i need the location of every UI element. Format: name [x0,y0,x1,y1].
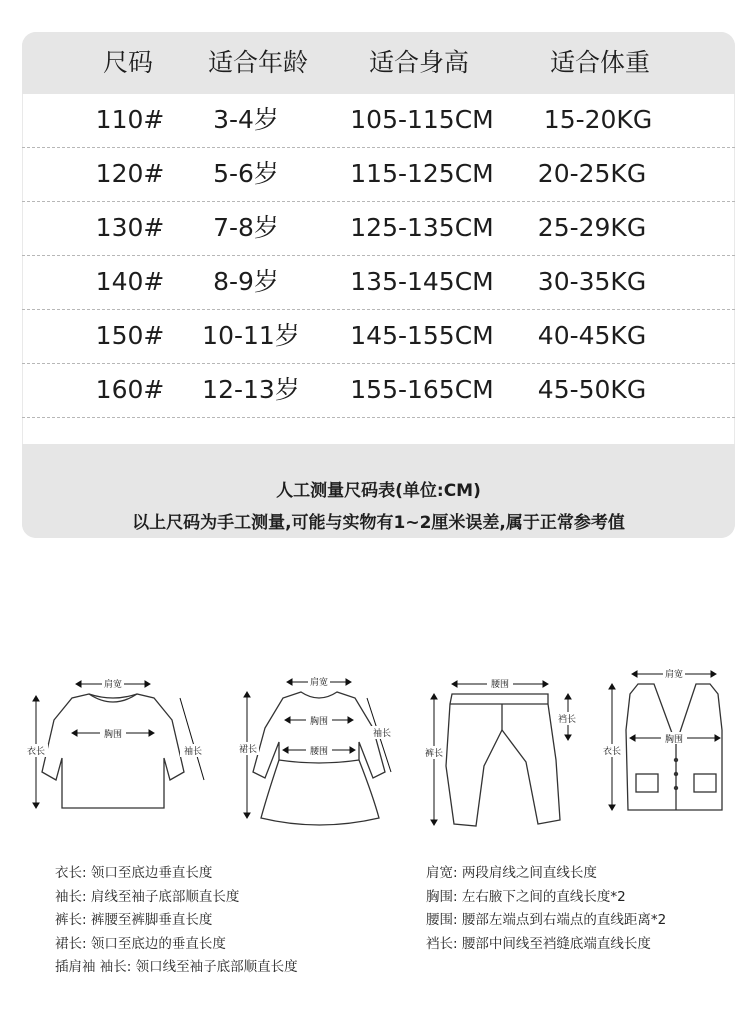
table-note [22,444,735,538]
label-length: 衣长 [602,747,622,757]
cell-height: 105-115CM [350,105,494,134]
vest-measure-diagram [592,660,737,825]
label-shoulder: 肩宽 [103,680,123,690]
cell-size: 140# [95,267,165,296]
legend-item: 肩宽: 两段肩线之间直线长度 [426,865,597,881]
legend-right [426,862,666,956]
note-title: 人工测量尺码表(单位:CM) [276,481,481,501]
dress-icon [253,692,385,825]
label-rise: 裆长 [557,715,577,725]
vest-icon [626,684,722,810]
cell-size: 130# [95,213,165,242]
label-chest: 胸围 [664,735,684,745]
label-waist: 腰围 [490,680,510,690]
cell-height: 145-155CM [350,321,494,350]
pants-measure-diagram [420,670,580,835]
legend-item: 袖长: 肩线至袖子底部顺直长度 [55,888,240,905]
top-measure-diagram [14,668,219,818]
legend-item: 胸围: 左右腋下之间的直线长度*2 [426,888,626,905]
legend-item: 裆长: 腰部中间线至裆缝底端直线长度 [426,935,651,952]
table-spacer [22,418,735,444]
cell-height: 135-145CM [350,267,494,296]
table-row [22,364,735,418]
cell-age: 12-13岁 [202,375,300,404]
header-height: 适合身高 [368,48,470,77]
table-header [22,32,735,94]
table-row [22,310,735,364]
cell-size: 110# [95,105,165,134]
table-row [22,202,735,256]
pants-icon [446,694,560,826]
cell-weight: 25-29KG [537,213,647,242]
label-length: 裤长 [424,749,444,759]
label-sleeve: 袖长 [183,747,203,757]
label-shoulder: 肩宽 [664,670,684,680]
cell-weight: 45-50KG [537,375,647,404]
label-shoulder: 肩宽 [309,678,329,688]
cell-age: 7-8岁 [213,213,279,242]
legend-item: 衣长: 领口至底边垂直长度 [55,865,213,881]
label-sleeve: 袖长 [372,729,392,739]
dress-measure-diagram [235,668,405,833]
label-length: 裙长 [238,745,258,755]
cell-age: 5-6岁 [213,159,279,188]
cell-height: 125-135CM [350,213,494,242]
cell-size: 150# [95,321,165,350]
size-table [22,32,735,538]
cell-size: 120# [95,159,165,188]
header-weight: 适合体重 [549,48,651,77]
cell-weight: 15-20KG [543,105,653,134]
cell-weight: 40-45KG [537,321,647,350]
cell-size: 160# [95,375,165,404]
cell-height: 115-125CM [350,159,494,188]
legend-item: 腰围: 腰部左端点到右端点的直线距离*2 [426,912,667,928]
cell-age: 3-4岁 [213,105,279,134]
legend-left [55,862,298,980]
legend-item: 裙长: 领口至底边的垂直长度 [55,935,226,952]
cell-weight: 30-35KG [537,267,647,296]
note-text: 以上尺码为手工测量,可能与实物有1~2厘米误差,属于正常参考值 [132,513,625,533]
legend-item: 插肩袖 袖长: 领口线至袖子底部顺直长度 [55,959,298,975]
header-size: 尺码 [102,48,154,77]
label-length: 衣长 [26,747,46,757]
table-row [22,256,735,310]
table-row [22,94,735,148]
table-row [22,148,735,202]
label-chest: 胸围 [103,730,123,740]
legend-item: 裤长: 裤腰至裤脚垂直长度 [55,912,213,928]
label-waist: 腰围 [309,747,329,757]
shirt-icon [42,694,184,808]
header-age: 适合年龄 [207,48,309,77]
cell-age: 8-9岁 [213,267,279,296]
label-chest: 胸围 [309,717,329,727]
cell-weight: 20-25KG [537,159,647,188]
cell-height: 155-165CM [350,375,494,404]
cell-age: 10-11岁 [202,321,300,350]
